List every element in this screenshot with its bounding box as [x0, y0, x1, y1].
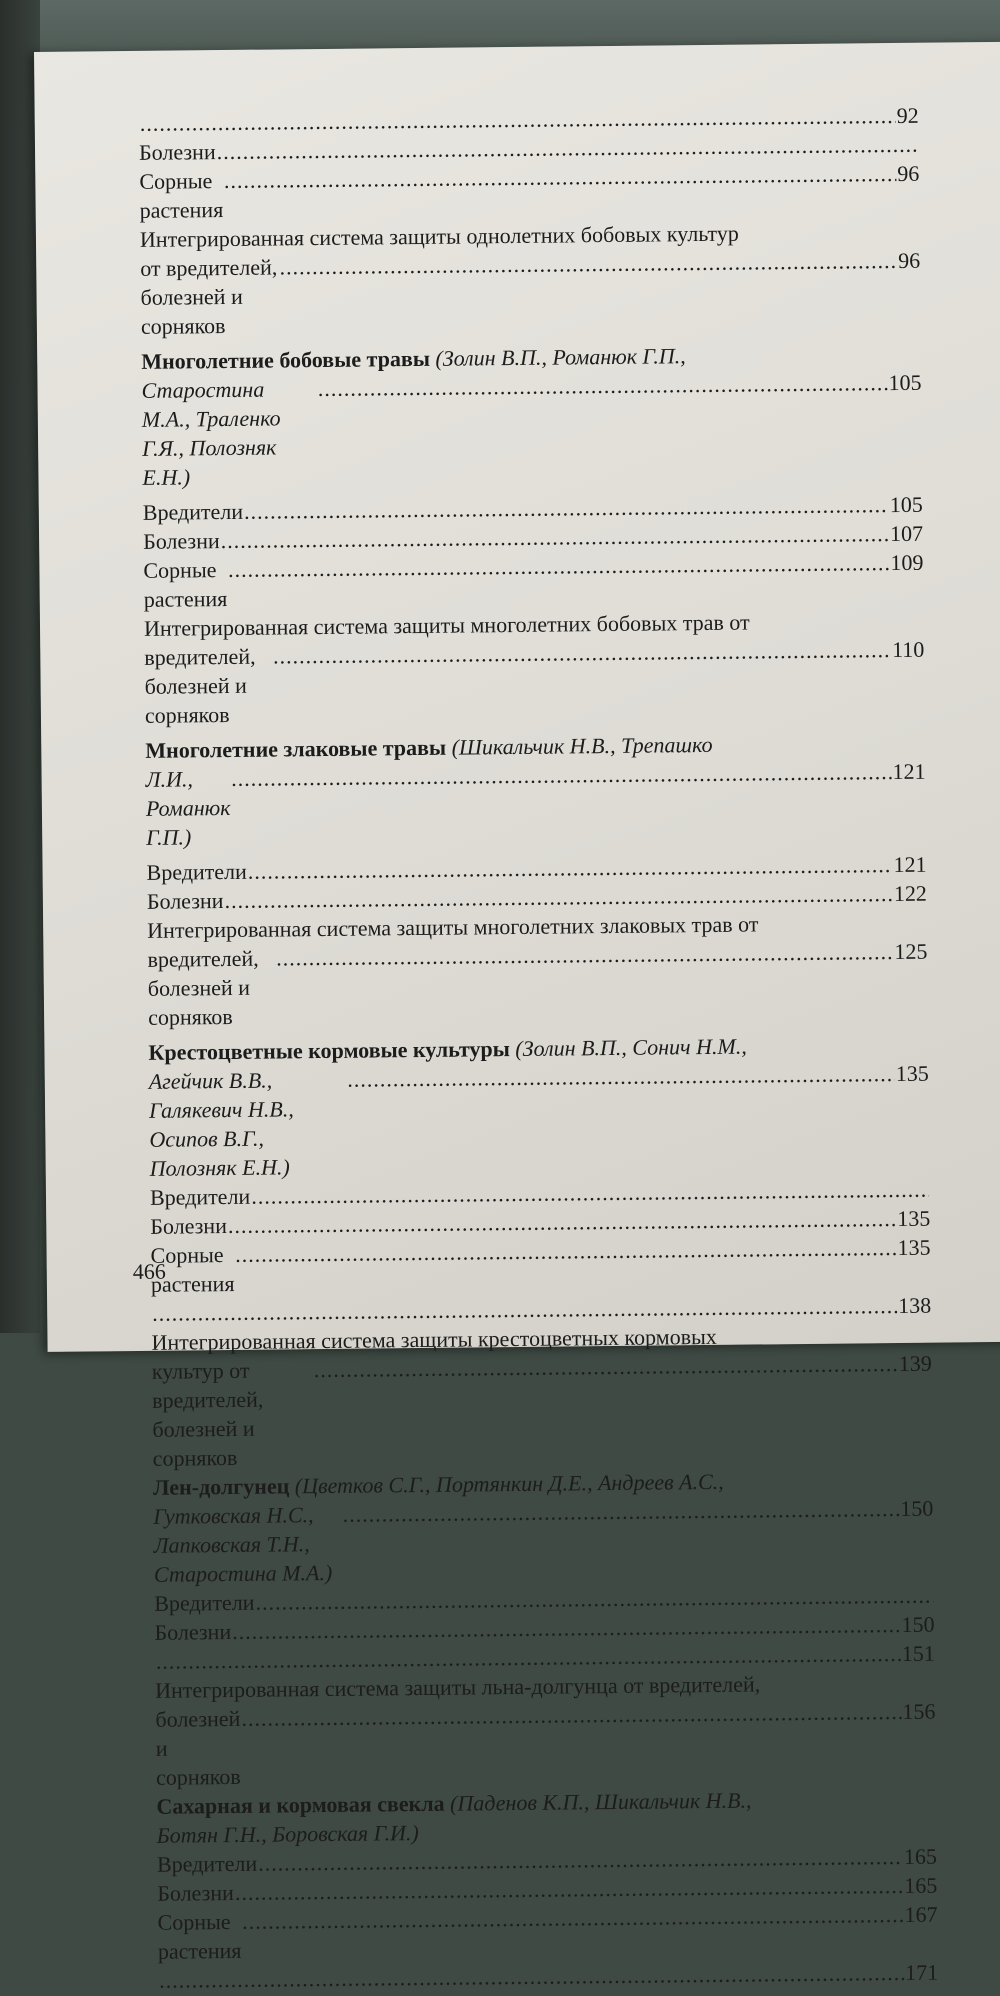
toc-section-title: Сахарная и кормовая свекла: [156, 1790, 445, 1819]
toc-entry-page: 165: [904, 1872, 938, 1898]
leader-dots: [273, 635, 891, 670]
leader-dots: [241, 1697, 901, 1733]
toc-section[interactable]: [141, 339, 922, 492]
leader-dots: [235, 1233, 897, 1269]
toc-entry-title: Болезни: [150, 1213, 228, 1239]
toc-entry-page: 150: [900, 1495, 934, 1522]
toc-entry-page: 121: [892, 758, 926, 785]
toc-entry-title: от вредителей, болезней и сорняков: [140, 254, 283, 339]
toc-entry-page: 96: [897, 160, 920, 186]
toc-entry-page: 92: [896, 102, 919, 128]
toc-entry-title: вредителей, болезней и сорняков: [144, 643, 262, 728]
toc-entry-title: Сорные растения: [143, 557, 228, 612]
toc-entry[interactable]: [157, 1900, 938, 1966]
background-left-edge: [0, 0, 40, 1333]
toc-entry-page: 150: [901, 1611, 935, 1638]
toc-section-authors: (Золин В.П., Сонич Н.М.,: [515, 1033, 747, 1062]
toc-section-authors: (Золин В.П., Романюк Г.П.,: [435, 343, 686, 371]
toc-section-title: Многолетние бобовые травы: [141, 345, 431, 374]
leader-dots: [224, 159, 897, 195]
toc-section[interactable]: [148, 1030, 929, 1183]
toc-section-authors: Гутковская Н.С., Лапковская Т.Н., Старостина М.А.): [153, 1502, 333, 1587]
table-of-contents: [139, 101, 939, 1995]
toc-section-authors: (Цветков С.Г., Портянкин Д.Е., Андреев А.С.,: [294, 1468, 724, 1499]
toc-entry-page: 135: [897, 1234, 931, 1261]
leader-dots: [242, 1900, 904, 1936]
toc-section[interactable]: [156, 1784, 937, 1850]
toc-entry-page: 105: [888, 369, 922, 396]
toc-entry-title: Болезни: [138, 139, 216, 165]
toc-entry-title: Вредители: [156, 1850, 258, 1877]
leader-dots: [318, 368, 888, 403]
toc-entry-title: Вредители: [154, 1589, 255, 1616]
toc-entry-page: 165: [903, 1843, 938, 1869]
toc-entry-page: 139: [898, 1350, 932, 1377]
toc-entry-page: 156: [902, 1698, 936, 1724]
toc-entry[interactable]: [144, 635, 925, 730]
toc-entry-title: Сорные растения: [150, 1242, 235, 1297]
leader-dots: [279, 246, 897, 281]
toc-section-title: Многолетние злаковые травы: [145, 734, 447, 763]
toc-entry-title-line: Интегрированная система защиты многолетних бобовых трав от: [143, 609, 750, 641]
toc-entry-title: Вредители: [146, 858, 247, 885]
toc-entry-title: Сорные растения: [157, 1908, 242, 1964]
leader-dots: [314, 1349, 898, 1384]
toc-entry-page: 107: [889, 520, 924, 547]
toc-section-authors: Ботян Г.Н., Боровская Г.И.): [156, 1820, 419, 1848]
toc-entry-title: Болезни: [154, 1619, 232, 1645]
toc-entry[interactable]: [152, 1349, 933, 1473]
toc-entry-page: 105: [889, 491, 923, 518]
toc-entry[interactable]: [155, 1697, 936, 1792]
toc-entry-title: вредителей, болезней и сорняков: [147, 945, 265, 1030]
toc-entry-page: 122: [893, 880, 927, 907]
toc-entry-title: Сорные растения: [139, 168, 224, 223]
toc-entry[interactable]: [143, 548, 924, 614]
toc-entry-title: Вредители: [149, 1183, 251, 1210]
toc-section[interactable]: [145, 728, 926, 852]
toc-entry-page: 138: [898, 1292, 932, 1319]
toc-section[interactable]: [153, 1465, 934, 1589]
leader-dots: [342, 1494, 899, 1529]
toc-entry-title-line: Интегрированная система защиты многолетних злаковых трав от: [147, 911, 759, 943]
toc-entry-page: 135: [895, 1060, 929, 1087]
toc-entry-page: 125: [894, 938, 928, 965]
toc-entry-title-line: Интегрированная система защиты крестоцветных кормовых: [151, 1323, 717, 1355]
toc-section-authors: Агейчик В.В., Галякевич Н.В., Осипов В.Г., Полозняк Е.Н.): [148, 1067, 300, 1181]
toc-section-authors: (Паденов К.П., Шикальчик Н.В.,: [449, 1787, 752, 1816]
leader-dots: [231, 757, 892, 793]
toc-entry-title: Болезни: [146, 888, 224, 914]
toc-entry-page: 151: [901, 1640, 935, 1666]
toc-entry-title-line: Интегрированная система защиты льна-долгунца от вредителей,: [155, 1671, 761, 1703]
toc-entry-page: 171: [905, 1959, 939, 1985]
book-page: [34, 42, 1000, 1985]
toc-entry-page: 167: [904, 1901, 938, 1927]
toc-entry-title: болезней и сорняков: [155, 1705, 247, 1790]
toc-section-title: Лен-долгунец: [152, 1473, 290, 1500]
toc-entry-title: Болезни: [142, 528, 220, 554]
toc-section-authors: Л.И., Романюк Г.П.): [145, 766, 237, 850]
toc-entry-title: Вредители: [142, 498, 244, 525]
toc-entry-page: 96: [898, 247, 921, 273]
toc-section-title: Крестоцветные кормовые культуры: [148, 1036, 510, 1065]
toc-entry-page: 135: [897, 1205, 931, 1232]
toc-section-authors: (Шикальчик Н.В., Трепашко: [451, 731, 713, 760]
page-number: 466: [132, 1258, 166, 1285]
toc-section-authors: Старостина М.А., Траленко Г.Я., Полозняк Е.Н.): [141, 376, 287, 490]
leader-dots: [228, 548, 890, 584]
toc-entry[interactable]: [140, 246, 921, 341]
leader-dots: [276, 937, 894, 972]
toc-entry[interactable]: [147, 937, 928, 1032]
toc-entry-page: 121: [893, 851, 927, 878]
toc-entry[interactable]: [139, 159, 920, 225]
toc-entry-title-line: Интегрированная система защиты однолетних бобовых культур: [139, 220, 739, 252]
toc-entry[interactable]: [150, 1233, 931, 1299]
toc-entry-title: Болезни: [157, 1880, 235, 1906]
toc-entry-title: культур от вредителей, болезней и сорняков: [151, 1357, 269, 1471]
toc-entry-page: 110: [891, 636, 925, 663]
toc-entry-page: 109: [890, 549, 924, 576]
leader-dots: [347, 1059, 895, 1094]
